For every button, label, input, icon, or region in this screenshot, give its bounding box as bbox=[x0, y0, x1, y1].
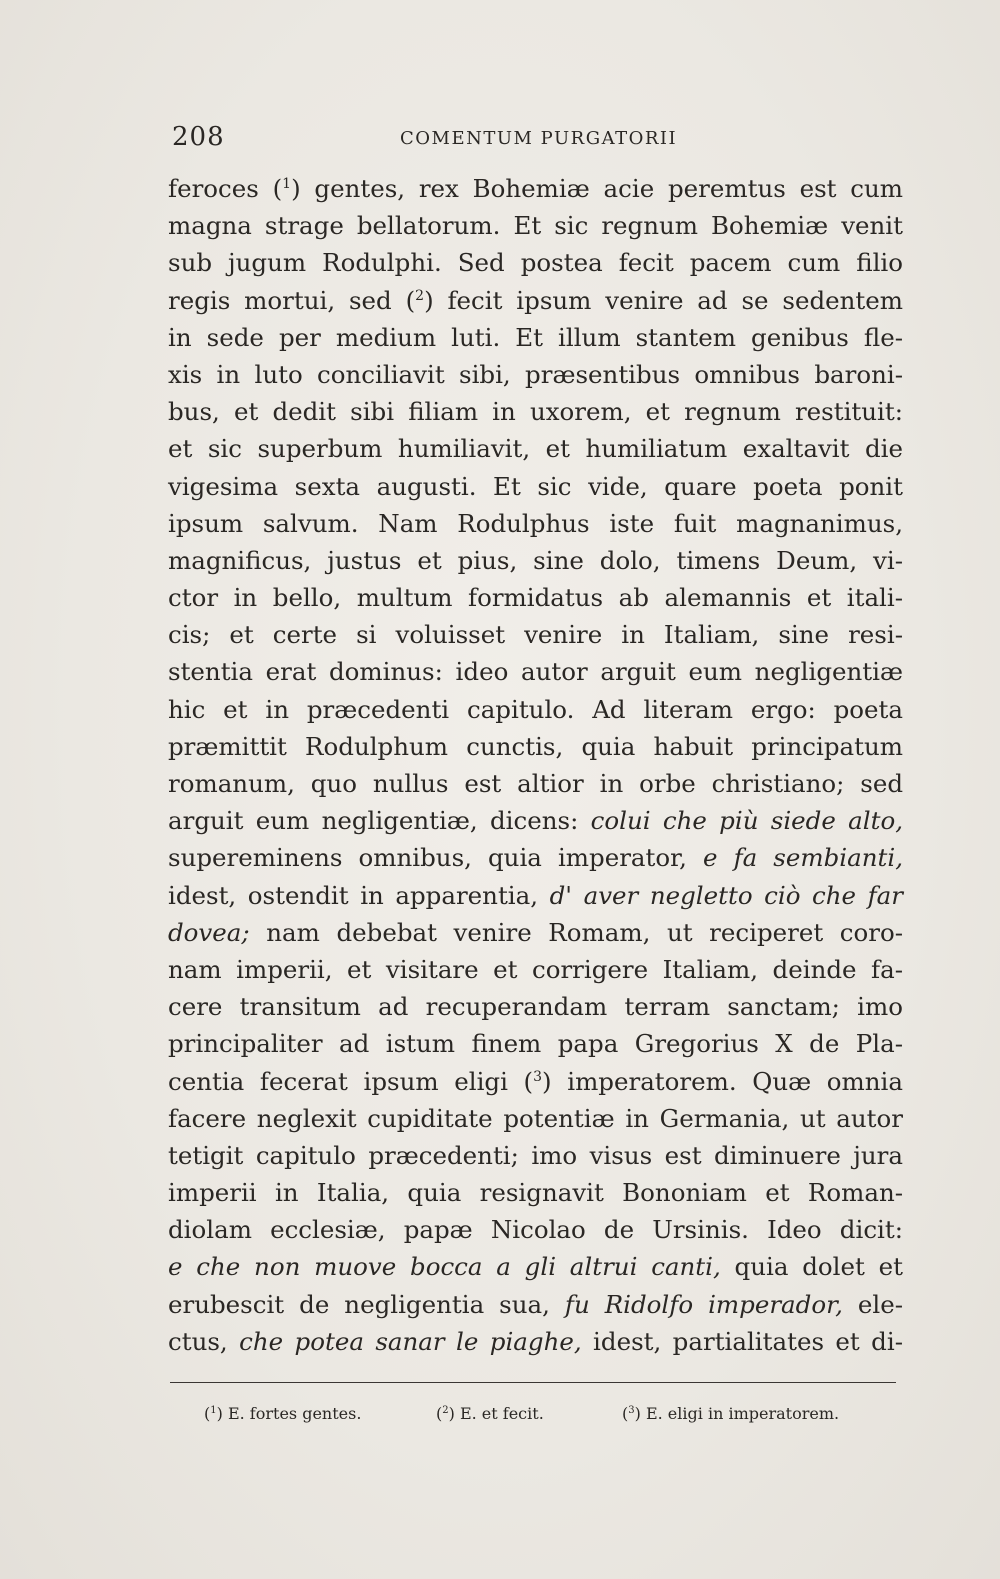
footnote-rule bbox=[170, 1382, 896, 1383]
text-segment: principaliter ad istum finem papa Gregorius X de Pla- bbox=[168, 1029, 903, 1059]
text-line bbox=[168, 1025, 903, 1062]
footnote-mark: 3 bbox=[628, 1405, 635, 1416]
italic-quote: che potea sanar le piaghe, bbox=[239, 1326, 582, 1356]
text-segment: quia dolet et bbox=[720, 1252, 903, 1282]
footnote-marker: 2 bbox=[415, 287, 425, 304]
text-segment: cis; et certe si voluisset venire in Italiam, sine resi- bbox=[168, 620, 903, 650]
text-segment: ctor in bello, multum formidatus ab alemannis et itali- bbox=[168, 583, 903, 613]
footnote-mark: 2 bbox=[442, 1405, 449, 1416]
italic-quote: colui che più siede alto, bbox=[590, 806, 903, 836]
text-line bbox=[168, 319, 903, 356]
footnote-paren: ( bbox=[436, 1404, 443, 1423]
text-segment: centia fecerat ipsum eligi ( bbox=[168, 1066, 534, 1096]
text-line bbox=[168, 579, 903, 616]
footnote-text: ) E. eligi in imperatorem. bbox=[634, 1404, 840, 1423]
text-line bbox=[168, 988, 903, 1025]
text-segment: arguit eum negligentiæ, dicens: bbox=[168, 806, 591, 836]
text-segment: xis in luto conciliavit sibi, præsentibus omnibus baroni- bbox=[168, 359, 903, 389]
text-line bbox=[168, 356, 903, 393]
footnote-text: ) E. fortes gentes. bbox=[216, 1404, 362, 1423]
text-segment: in sede per medium luti. Et illum stantem genibus fle- bbox=[168, 322, 903, 352]
text-segment: feroces ( bbox=[168, 174, 283, 203]
italic-quote: dovea; bbox=[168, 917, 250, 947]
text-segment: romanum, quo nullus est altior in orbe christiano; sed bbox=[168, 769, 903, 798]
footnote-1 bbox=[204, 1404, 361, 1423]
text-line bbox=[168, 616, 903, 653]
text-segment: ele- bbox=[842, 1289, 903, 1319]
text-line bbox=[168, 839, 903, 876]
text-segment: nam debebat venire Romam, ut reciperet coro- bbox=[249, 917, 903, 947]
text-line bbox=[168, 1248, 903, 1285]
text-segment: ipsum salvum. Nam Rodulphus iste fuit magnanimus, bbox=[168, 508, 903, 538]
text-line bbox=[168, 728, 903, 765]
text-line bbox=[168, 877, 903, 914]
text-line bbox=[168, 1174, 903, 1211]
text-segment: ) fecit ipsum venire ad se sedentem bbox=[424, 285, 903, 315]
footnote-mark: 1 bbox=[210, 1405, 217, 1416]
text-segment: bus, et dedit sibi filiam in uxorem, et regnum restituit: bbox=[168, 397, 903, 427]
text-line bbox=[168, 951, 903, 988]
text-line bbox=[168, 1323, 903, 1360]
text-segment: idest, ostendit in apparentia, bbox=[168, 880, 550, 910]
text-line bbox=[168, 393, 903, 430]
text-line bbox=[168, 691, 903, 728]
text-line bbox=[168, 542, 903, 579]
text-segment: vigesima sexta augusti. Et sic vide, quare poeta ponit bbox=[168, 471, 903, 501]
text-segment: cere transitum ad recuperandam terram sanctam; imo bbox=[168, 992, 903, 1022]
italic-quote: e fa sembianti, bbox=[703, 843, 903, 873]
text-line bbox=[168, 505, 903, 542]
italic-quote: d' aver negletto ciò che far bbox=[549, 880, 903, 910]
text-line bbox=[168, 244, 903, 281]
text-segment: ) gentes, rex Bohemiæ acie peremtus est cum bbox=[291, 174, 903, 203]
text-line bbox=[168, 1137, 903, 1174]
text-line bbox=[168, 1100, 903, 1137]
footnote-marker: 1 bbox=[282, 176, 292, 192]
footnote-2 bbox=[436, 1404, 544, 1423]
text-segment: nam imperii, et visitare et corrigere Italiam, deinde fa- bbox=[168, 954, 903, 984]
text-segment: hic et in præcedenti capitulo. Ad literam ergo: poeta bbox=[168, 694, 903, 724]
text-line bbox=[168, 1211, 903, 1248]
text-segment: erubescit de negligentia sua, bbox=[168, 1289, 565, 1319]
page-number: 208 bbox=[172, 122, 225, 152]
footnote-text: ) E. et fecit. bbox=[448, 1404, 544, 1423]
running-head: COMENTUM PURGATORII bbox=[400, 128, 678, 149]
text-segment: magna strage bellatorum. Et sic regnum Bohemiæ venit bbox=[168, 211, 903, 241]
text-segment: facere neglexit cupiditate potentiæ in Germania, ut autor bbox=[168, 1103, 903, 1133]
footnote-marker: 3 bbox=[533, 1068, 543, 1085]
text-segment: regis mortui, sed ( bbox=[168, 285, 416, 315]
text-segment: stentia erat dominus: ideo autor arguit eum negligentiæ bbox=[168, 657, 903, 687]
text-line bbox=[168, 468, 903, 505]
text-line bbox=[168, 430, 903, 467]
text-segment: magnificus, justus et pius, sine dolo, timens Deum, vi- bbox=[168, 545, 903, 575]
footnotes bbox=[204, 1404, 894, 1434]
text-line bbox=[168, 765, 903, 802]
text-line bbox=[168, 653, 903, 690]
footnote-paren: ( bbox=[622, 1404, 629, 1423]
text-line bbox=[168, 1063, 903, 1100]
text-segment: tetigit capitulo præcedenti; imo visus est diminuere jura bbox=[168, 1140, 903, 1170]
text-segment: præmittit Rodulphum cunctis, quia habuit principatum bbox=[168, 731, 903, 761]
page-header bbox=[172, 122, 732, 162]
italic-quote: e che non muove bocca a gli altrui canti, bbox=[168, 1252, 721, 1282]
text-line bbox=[168, 282, 903, 319]
text-segment: diolam ecclesiæ, papæ Nicolao de Ursinis. Ideo dicit: bbox=[168, 1215, 903, 1245]
footnote-paren: ( bbox=[204, 1404, 211, 1423]
italic-quote: fu Ridolfo imperador, bbox=[564, 1289, 843, 1319]
text-segment: idest, partialitates et di- bbox=[581, 1326, 903, 1356]
text-segment: et sic superbum humiliavit, et humiliatum exaltavit die bbox=[168, 434, 903, 464]
text-line bbox=[168, 802, 903, 839]
text-segment: ) imperatorem. Quæ omnia bbox=[542, 1066, 903, 1096]
footnote-3 bbox=[622, 1404, 839, 1423]
text-line bbox=[168, 914, 903, 951]
text-segment: imperii in Italia, quia resignavit Bononiam et Roman- bbox=[168, 1178, 903, 1208]
text-line bbox=[168, 170, 903, 207]
text-segment: sub jugum Rodulphi. Sed postea fecit pacem cum filio bbox=[168, 248, 903, 278]
text-segment: supereminens omnibus, quia imperator, bbox=[168, 843, 703, 873]
text-segment: ctus, bbox=[168, 1326, 240, 1356]
text-line bbox=[168, 1286, 903, 1323]
body-text bbox=[168, 170, 903, 1360]
text-line bbox=[168, 207, 903, 244]
